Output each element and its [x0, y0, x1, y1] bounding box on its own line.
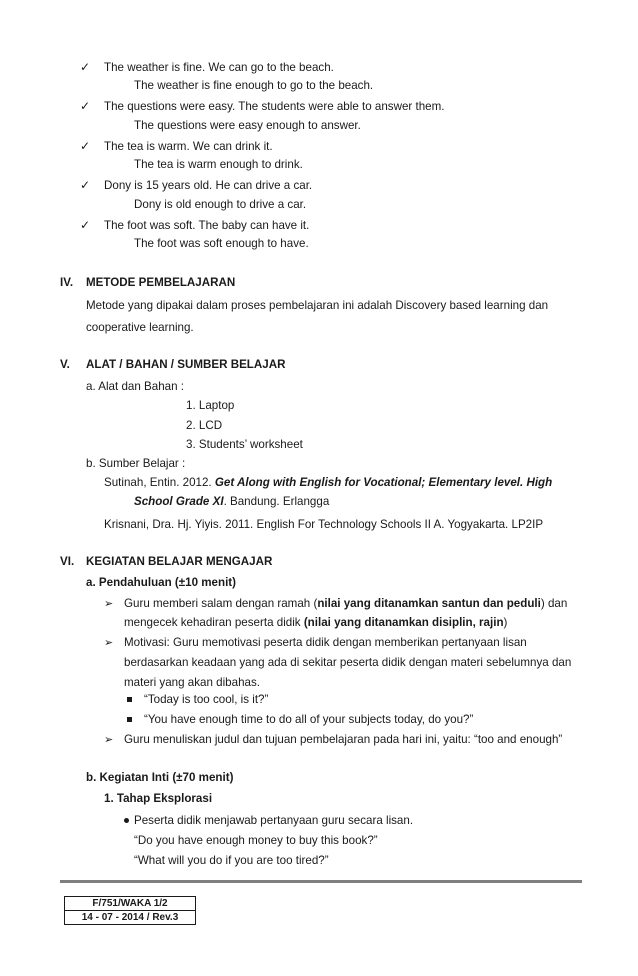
- checkmark-icon: ✓: [80, 218, 91, 232]
- subsection-label: a. Alat dan Bahan :: [86, 380, 184, 393]
- checkmark-icon: ✓: [80, 99, 91, 113]
- footer-divider: [60, 880, 582, 883]
- step-title: 1. Tahap Eksplorasi: [104, 792, 213, 805]
- arrow-bullet-icon: ➢: [104, 597, 114, 610]
- activity-item: Guru memberi salam dengan ramah (nilai yang ditanamkan santun dan peduli) dan: [124, 597, 568, 610]
- square-bullet-icon: [127, 717, 132, 722]
- section-title: ALAT / BAHAN / SUMBER BELAJAR: [86, 358, 286, 371]
- activity-item-cont: mengecek kehadiran peserta didik (nilai yang ditanamkan disiplin, rajin): [124, 616, 508, 629]
- example-original: The tea is warm. We can drink it.: [104, 140, 273, 153]
- section-title: METODE PEMBELAJARAN: [86, 276, 236, 289]
- checkmark-icon: ✓: [80, 60, 91, 74]
- round-bullet-icon: [124, 818, 129, 823]
- example-combined: The questions were easy enough to answer.: [134, 119, 361, 132]
- section-title: KEGIATAN BELAJAR MENGAJAR: [86, 555, 273, 568]
- source-citation-cont: School Grade XI. Bandung. Erlangga: [134, 495, 330, 508]
- activity-item-cont: berdasarkan keadaan yang ada di sekitar peserta didik dengan materi sebelumnya dan: [124, 656, 572, 669]
- subsection-title: a. Pendahuluan (±10 menit): [86, 576, 237, 589]
- activity-item: Peserta didik menjawab pertanyaan guru secara lisan.: [134, 814, 414, 827]
- section-number: V.: [60, 358, 70, 371]
- exploration-question: “What will you do if you are too tired?”: [134, 854, 329, 867]
- exploration-question: “Do you have enough money to buy this book?”: [134, 834, 378, 847]
- motivation-question: “You have enough time to do all of your subjects today, do you?”: [144, 713, 474, 726]
- source-citation: Sutinah, Entin. 2012. Get Along with English for Vocational; Elementary level. High: [104, 476, 553, 489]
- example-original: The weather is fine. We can go to the beach.: [104, 61, 334, 74]
- arrow-bullet-icon: ➢: [104, 733, 114, 746]
- activity-item: Motivasi: Guru memotivasi peserta didik dengan memberikan pertanyaan lisan: [124, 636, 527, 649]
- example-combined: The weather is fine enough to go to the beach.: [134, 79, 374, 92]
- motivation-question: “Today is too cool, is it?”: [144, 693, 269, 706]
- activity-item-cont: materi yang akan dibahas.: [124, 676, 260, 689]
- document-code-box: [64, 896, 196, 925]
- example-original: The questions were easy. The students were able to answer them.: [104, 100, 445, 113]
- checkmark-icon: ✓: [80, 139, 91, 153]
- source-title: Get Along with English for Vocational; Elementary level. High: [214, 476, 553, 489]
- example-original: The foot was soft. The baby can have it.: [104, 219, 310, 232]
- source-citation: Krisnani, Dra. Hj. Yiyis. 2011. English For Technology Schools II A. Yogyakarta. LP2IP: [104, 518, 544, 531]
- example-combined: The tea is warm enough to drink.: [134, 158, 303, 171]
- activity-item: Guru menuliskan judul dan tujuan pembelajaran pada hari ini, yaitu: “too and enough”: [124, 733, 563, 746]
- document-code: F/751/WAKA 1/2: [92, 898, 168, 909]
- subsection-label: b. Sumber Belajar :: [86, 457, 186, 470]
- source-title: School Grade XI: [134, 495, 224, 508]
- example-original: Dony is 15 years old. He can drive a car.: [104, 179, 313, 192]
- example-combined: The foot was soft enough to have.: [134, 237, 309, 250]
- subsection-title: b. Kegiatan Inti (±70 menit): [86, 771, 234, 784]
- list-item: 1. Laptop: [186, 399, 235, 412]
- body-text: Metode yang dipakai dalam proses pembelajaran ini adalah Discovery based learning dan: [86, 299, 549, 312]
- example-combined: Dony is old enough to drive a car.: [134, 198, 307, 211]
- list-item: 3. Students’ worksheet: [186, 438, 303, 451]
- body-text: cooperative learning.: [86, 321, 194, 334]
- section-number: IV.: [60, 276, 74, 289]
- arrow-bullet-icon: ➢: [104, 636, 114, 649]
- square-bullet-icon: [127, 697, 132, 702]
- section-number: VI.: [60, 555, 75, 568]
- list-item: 2. LCD: [186, 419, 223, 432]
- checkmark-icon: ✓: [80, 178, 91, 192]
- document-date: 14 - 07 - 2014 / Rev.3: [65, 910, 195, 924]
